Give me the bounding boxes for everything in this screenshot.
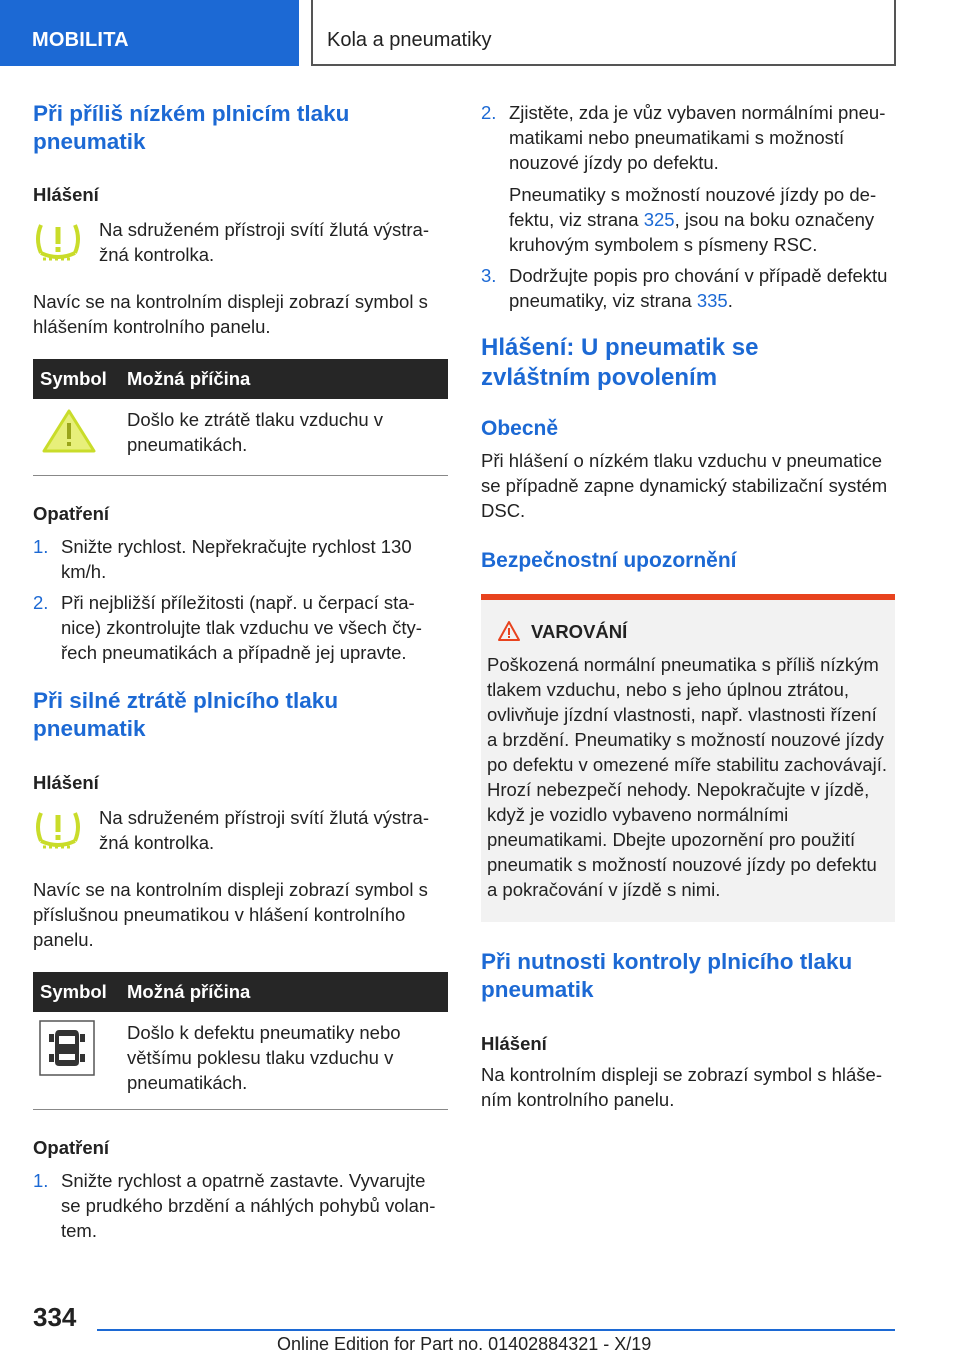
subheading-safety: Bezpečnostní upozornění — [481, 549, 737, 572]
display-text: Navíc se na kontrolním displeji zobrazí symbol s příslušnou pneumatikou v hlášení kontrolního panelu. — [33, 879, 428, 950]
section-heading-check-pressure: Při nutnosti kontroly plnicího tlaku pneumatik — [481, 949, 853, 1002]
table-header-symbol: Symbol — [33, 359, 127, 399]
car-tire-defect-icon — [39, 1020, 95, 1076]
edition-text: Online Edition for Part no. 01402884321 - X/19 — [277, 1334, 652, 1354]
header-chapter-tab — [311, 0, 896, 66]
list-item: 1. Snižte rychlost. Nepřekračujte rychlost 130 km/h. — [33, 536, 412, 582]
warning-lamp-text: Na sdruženém přístroji svítí žlutá výstražná kontrolka. — [99, 219, 430, 265]
warning-title: VAROVÁNÍ — [531, 620, 889, 644]
tire-pressure-warning-icon — [33, 805, 83, 853]
header-chapter-label: Kola a pneumatiky — [327, 29, 492, 51]
message-label: Hlášení — [481, 1033, 547, 1054]
warning-lamp-text: Na sdruženém přístroji svítí žlutá výstražná kontrolka. — [99, 807, 430, 853]
table-header-cause: Možná příčina — [127, 972, 448, 1012]
warning-triangle-icon — [41, 407, 97, 455]
list-item: 3. Dodržujte popis pro chování v případě defektu pneumatiky, viz strana 335. — [481, 265, 888, 311]
warning-text: Poškozená normální pneumatika s příliš nízkým tlakem vzduchu, nebo s jeho úplnou ztrátou, ovlivňuje jízdní vlastnosti, např. vlastnosti řízení a brzdění. Pneumatiky s možností nouzové jízdy po defektu v omezené míře stabilitu zachovávají. Hrozí nebezpečí nehody. Nepokračujte v jízdě, když je vozidlo vybaveno normálními pneumatikami. Dbejte upozornění pro použití pneumatik s možností nouzové jízdy po defektu a pokračování v jízdě s nimi. — [487, 654, 888, 900]
warning-box — [481, 594, 895, 922]
message-label: Hlášení — [33, 184, 99, 205]
message-label: Hlášení — [33, 772, 99, 793]
left-column — [33, 100, 448, 1249]
continued-steps-list — [481, 100, 895, 313]
list-item-note: Pneumatiky s možností nouzové jízdy po defektu, viz strana 325, jsou na boku označeny kruhovým symbolem s písmeny RSC. — [509, 184, 877, 255]
page-link-335[interactable]: 335 — [696, 290, 728, 311]
page-link-325[interactable]: 325 — [643, 209, 675, 230]
warning-lamp-row — [33, 805, 448, 875]
table-header-cause: Možná příčina — [127, 359, 448, 399]
list-item: 2. Při nejbližší příležitosti (např. u čerpací stanice) zkontrolujte tlak vzduchu ve všech čtyřech pneumatikách a případně jej upravte. — [33, 592, 422, 663]
measures-list — [33, 534, 448, 665]
page-number: 334 — [33, 1302, 77, 1332]
display-text: Navíc se na kontrolním displeji zobrazí symbol s hlášením kontrolního panelu. — [33, 291, 428, 337]
symbol-table-1 — [33, 359, 448, 476]
table-cell-cause: Došlo k defektu pneumatiky nebo většímu poklesu tlaku vzduchu v pneumatikách. — [127, 1022, 401, 1093]
section-heading-special-tires: Hlášení: U pneumatik se zvláštním povolením — [481, 334, 759, 391]
measures-label: Opatření — [33, 1137, 110, 1158]
section-heading-severe-loss: Při silné ztrátě plnicího tlaku pneumatik — [33, 688, 339, 741]
right-column — [481, 100, 895, 1112]
section-heading-low-pressure: Při příliš nízkém plnicím tlaku pneumatik — [33, 101, 350, 154]
header-section-label: MOBILITA — [32, 29, 129, 51]
measures-label: Opatření — [33, 503, 110, 524]
general-text: Při hlášení o nízkém tlaku vzduchu v pneumatice se případně zapne dynamický stabilizační systém DSC. — [481, 450, 888, 521]
subheading-general: Obecně — [481, 417, 559, 440]
header-section-tab — [0, 0, 299, 66]
footer-divider — [97, 1329, 895, 1331]
table-header-symbol: Symbol — [33, 972, 127, 1012]
list-item: 2. Zjistěte, zda je vůz vybaven normálními pneumatikami nebo pneumatikami s možností nouzové jízdy po defektu. Pneumatiky s možností nouzové jízdy po defektu, viz strana 325, jsou na boku označeny kruhovým symbolem s písmeny RSC. — [481, 100, 895, 257]
tire-pressure-warning-icon — [33, 217, 83, 265]
symbol-table-2 — [33, 972, 448, 1110]
check-pressure-text: Na kontrolním displeji se zobrazí symbol s hlášením kontrolního panelu. — [481, 1064, 883, 1110]
list-item: 1. Snižte rychlost a opatrně zastavte. Vyvarujte se prudkého brzdění a náhlých pohybů volantem. — [33, 1170, 436, 1241]
measures-list — [33, 1168, 448, 1243]
warning-triangle-icon — [497, 620, 521, 642]
warning-lamp-row — [33, 217, 448, 287]
table-cell-cause: Došlo ke ztrátě tlaku vzduchu v pneumatikách. — [127, 409, 384, 455]
